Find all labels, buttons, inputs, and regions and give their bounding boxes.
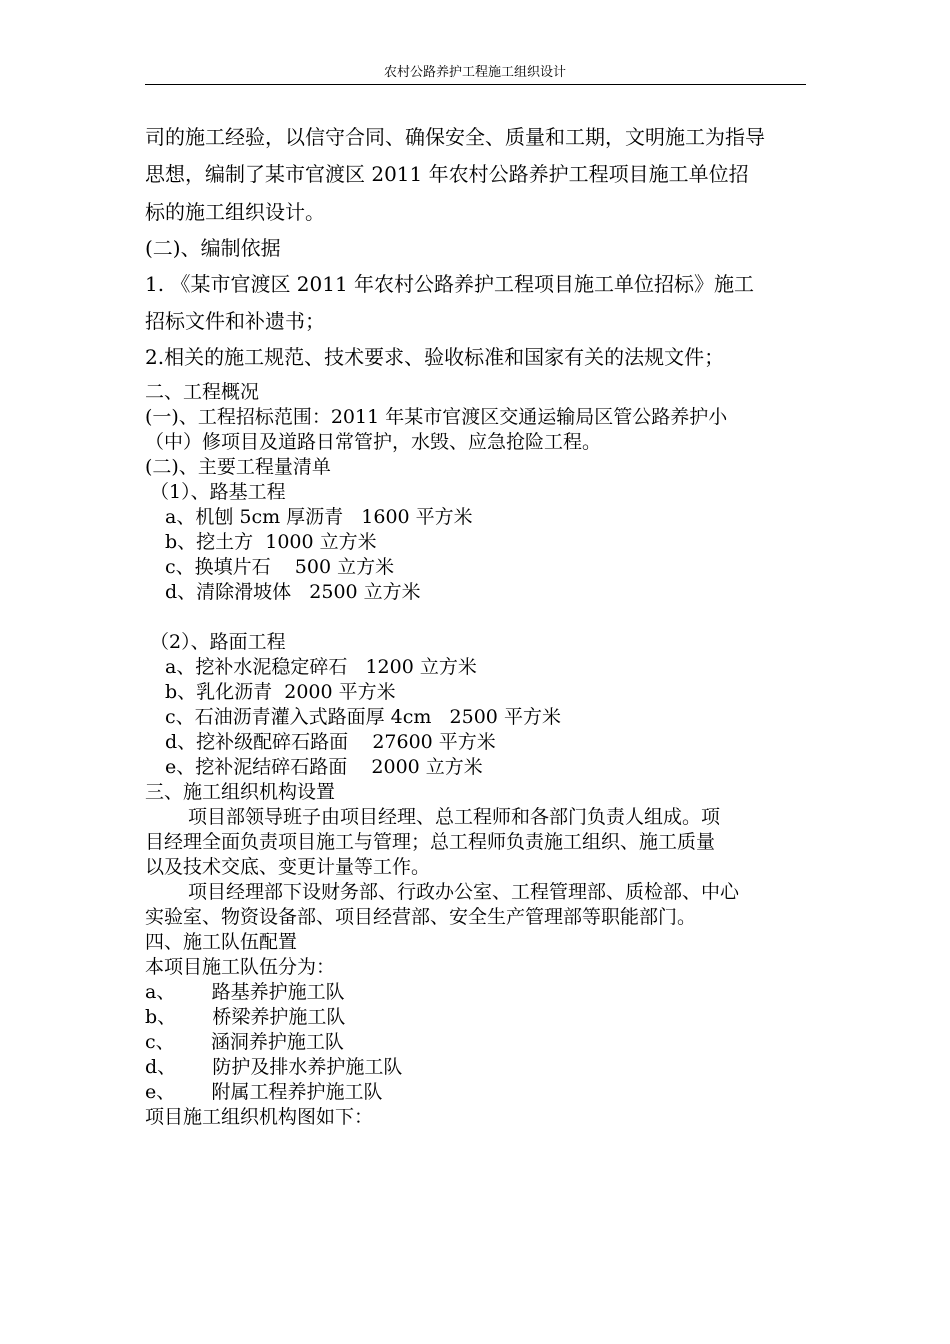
subgrade-item: a、机刨 5cm 厚沥青 1600 平方米: [165, 506, 473, 528]
organization-para-2-line-2: 实验室、物资设备部、项目经营部、安全生产管理部等职能部门。: [145, 906, 697, 928]
pavement-item: e、挖补泥结碎石路面 2000 立方米: [165, 756, 483, 778]
subgrade-item: d、清除滑坡体 2500 立方米: [165, 581, 421, 603]
header-rule: [145, 84, 806, 85]
pavement-heading: （2）、路面工程: [150, 631, 286, 653]
teams-intro: 本项目施工队伍分为：: [145, 956, 336, 978]
basis-item-1-line-2: 招标文件和补遗书；: [145, 309, 325, 333]
team-item: d、 防护及排水养护施工队: [145, 1056, 403, 1078]
team-item: b、 桥梁养护施工队: [145, 1006, 346, 1028]
pavement-item: b、乳化沥青 2000 平方米: [165, 681, 396, 703]
intro-line-1: 司的施工经验，以信守合同、确保安全、质量和工期，文明施工为指导: [145, 125, 765, 149]
pavement-item: d、挖补级配碎石路面 27600 平方米: [165, 731, 496, 753]
basis-heading: (二)、编制依据: [145, 236, 281, 260]
organization-heading: 三、施工组织机构设置: [145, 781, 336, 803]
subgrade-item: c、换填片石 500 立方米: [165, 556, 395, 578]
team-item: c、 涵洞养护施工队: [145, 1031, 344, 1053]
organization-para-2-line-1: 项目经理部下设财务部、行政办公室、工程管理部、质检部、中心: [188, 881, 740, 903]
organization-para-1-line-1: 项目部领导班子由项目经理、总工程师和各部门负责人组成。项: [188, 806, 721, 828]
scope-line-1: (一)、工程招标范围：2011 年某市官渡区交通运输局区管公路养护小: [145, 406, 728, 428]
basis-item-1-line-1: 1. 《某市官渡区 2011 年农村公路养护工程项目施工单位招标》施工: [145, 272, 755, 296]
subgrade-heading: （1）、路基工程: [150, 481, 286, 503]
basis-item-2: 2.相关的施工规范、技术要求、验收标准和国家有关的法规文件；: [145, 345, 725, 369]
team-item: e、 附属工程养护施工队: [145, 1081, 383, 1103]
running-header: 农村公路养护工程施工组织设计: [383, 65, 566, 80]
subgrade-item: b、挖土方 1000 立方米: [165, 531, 377, 553]
pavement-item: a、挖补水泥稳定碎石 1200 立方米: [165, 656, 477, 678]
teams-heading: 四、施工队伍配置: [145, 931, 298, 953]
quantity-heading: (二)、主要工程量清单: [145, 456, 331, 478]
scope-line-2: （中）修项目及道路日常管护，水毁、应急抢险工程。: [145, 431, 602, 453]
intro-line-2: 思想，编制了某市官渡区 2011 年农村公路养护工程项目施工单位招: [145, 162, 749, 186]
pavement-item: c、石油沥青灌入式路面厚 4cm 2500 平方米: [165, 706, 561, 728]
organization-para-1-line-3: 以及技术交底、变更计量等工作。: [145, 856, 431, 878]
organization-para-1-line-2: 目经理全面负责项目施工与管理；总工程师负责施工组织、施工质量: [145, 831, 716, 853]
intro-line-3: 标的施工组织设计。: [145, 200, 325, 224]
teams-closing: 项目施工组织机构图如下：: [145, 1106, 374, 1128]
overview-heading: 二、工程概况: [145, 381, 260, 403]
team-item: a、 路基养护施工队: [145, 981, 345, 1003]
